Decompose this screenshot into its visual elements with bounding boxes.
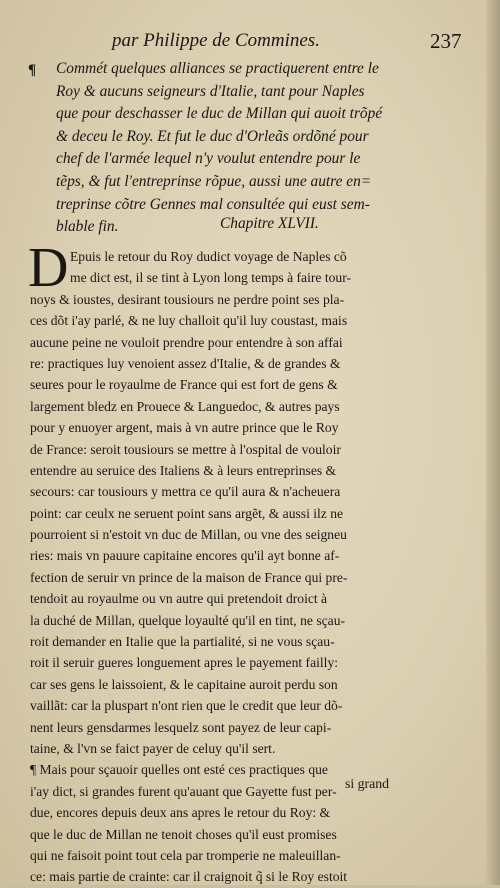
summary-line: treprinse cõtre Gennes mal consultée qui eust sem- <box>56 195 370 213</box>
text-line: roit il seruir gueres longuement apres le payement failly: <box>30 655 339 671</box>
text-line: roit demander en Italie que la partialité, si ne vous sçau- <box>30 634 335 650</box>
chapter-heading: Chapitre XLVII. <box>220 215 319 232</box>
text-line: i'ay dict, si grandes furent qu'auant que Gayette fust per- <box>30 783 337 799</box>
summary-line: que pour deschasser le duc de Millan qui auoit trõpé <box>56 105 383 123</box>
paragraph-mark-icon: ¶ <box>28 62 37 78</box>
text-line: tendoit au royaulme ou vn autre qui pretendoit droict à <box>30 591 328 607</box>
text-line: noys & ioustes, desirant tousiours ne perdre point ses pla- <box>30 291 345 307</box>
text-line: vaillãt: car la pluspart n'ont rien que le credit que leur dõ- <box>30 698 343 714</box>
text-line: point: car ceulx ne seruent point sans argẽt, & aussi ilz ne <box>30 505 344 521</box>
page-header <box>0 30 500 56</box>
text-line: ces dõt i'ay parlé, & ne luy challoit qu'il luy coustast, mais <box>30 313 348 329</box>
drop-cap: D <box>28 237 69 299</box>
text-line: fection de seruir vn prince de la maison de France qui pre- <box>30 569 348 585</box>
running-head: par Philippe de Commines. <box>112 30 320 51</box>
text-line: largement bledz en Prouece & Languedoc, & autres pays <box>30 398 340 414</box>
text-line: pour y enuoyer argent, mais à vn autre prince que le Roy <box>30 420 339 436</box>
summary-line: blable fin. <box>56 218 119 236</box>
text-line: ce: mais partie de crainte: car il craignoit q̃ si le Roy estoit <box>30 869 348 885</box>
text-line: de France: seroit tousiours se mettre à l'ospital de vouloir <box>30 441 341 457</box>
text-line: nent leurs gensdarmes lesquelz sont payez de leur capi- <box>30 719 332 735</box>
chapter-summary <box>56 58 416 239</box>
text-line: ¶ Mais pour sçauoir quelles ont esté ces practiques que <box>30 762 328 778</box>
text-line: taine, & l'vn se faict payer de celuy qu'il sert. <box>30 740 276 756</box>
text-line: aucune peine ne vouloit prendre pour entendre à son affai <box>30 334 343 350</box>
summary-line: Roy & aucuns seigneurs d'Italie, tant pour Naples <box>56 82 365 100</box>
text-line: me dict est, il se tint à Lyon long temps à faire tour- <box>70 270 351 286</box>
page-edge <box>486 0 500 885</box>
text-line: Epuis le retour du Roy dudict voyage de Naples cõ <box>70 249 347 264</box>
text-line: que le duc de Millan ne tenoit choses qu'il eust promises <box>30 826 337 842</box>
text-line: entendre au seruice des Italiens & à leurs entreprinses & <box>30 462 337 478</box>
text-line: re: practiques luy venoient assez d'Italie, & de grandes & <box>30 355 341 371</box>
text-line: qui ne faisoit point tout cela par tromperie ne maleuillan- <box>30 847 341 863</box>
page-number: 237 <box>430 29 462 53</box>
summary-line: tẽps, & fut l'entreprinse rõpue, aussi une autre en= <box>56 172 372 190</box>
text-line: secours: car tousiours y mettra ce qu'il aura & n'acheuera <box>30 484 341 500</box>
text-line: pourroient si n'estoit vn duc de Millan, ou vne des seigneu <box>30 527 347 543</box>
summary-line: Commét quelques alliances se practiquerent entre le <box>56 60 379 77</box>
summary-line: chef de l'armée lequel n'y voulut entendre pour le <box>56 150 361 168</box>
catchword: si grand <box>345 776 390 791</box>
text-line: car ses gens le laissoient, & le capitaine auroit perdu son <box>30 676 338 692</box>
text-line: la duché de Millan, quelque loyaulté qu'il en tint, ne sçau- <box>30 612 346 628</box>
summary-line: & deceu le Roy. Et fut le duc d'Orleãs ordõné pour <box>56 127 369 145</box>
text-line: ries: mais vn pauure capitaine encores qu'il ayt bonne af- <box>30 548 340 564</box>
text-line: due, encores depuis deux ans apres le retour du Roy: & <box>30 805 331 821</box>
text-line: seures pour le royaulme de France qui est fort de gens & <box>30 377 338 393</box>
